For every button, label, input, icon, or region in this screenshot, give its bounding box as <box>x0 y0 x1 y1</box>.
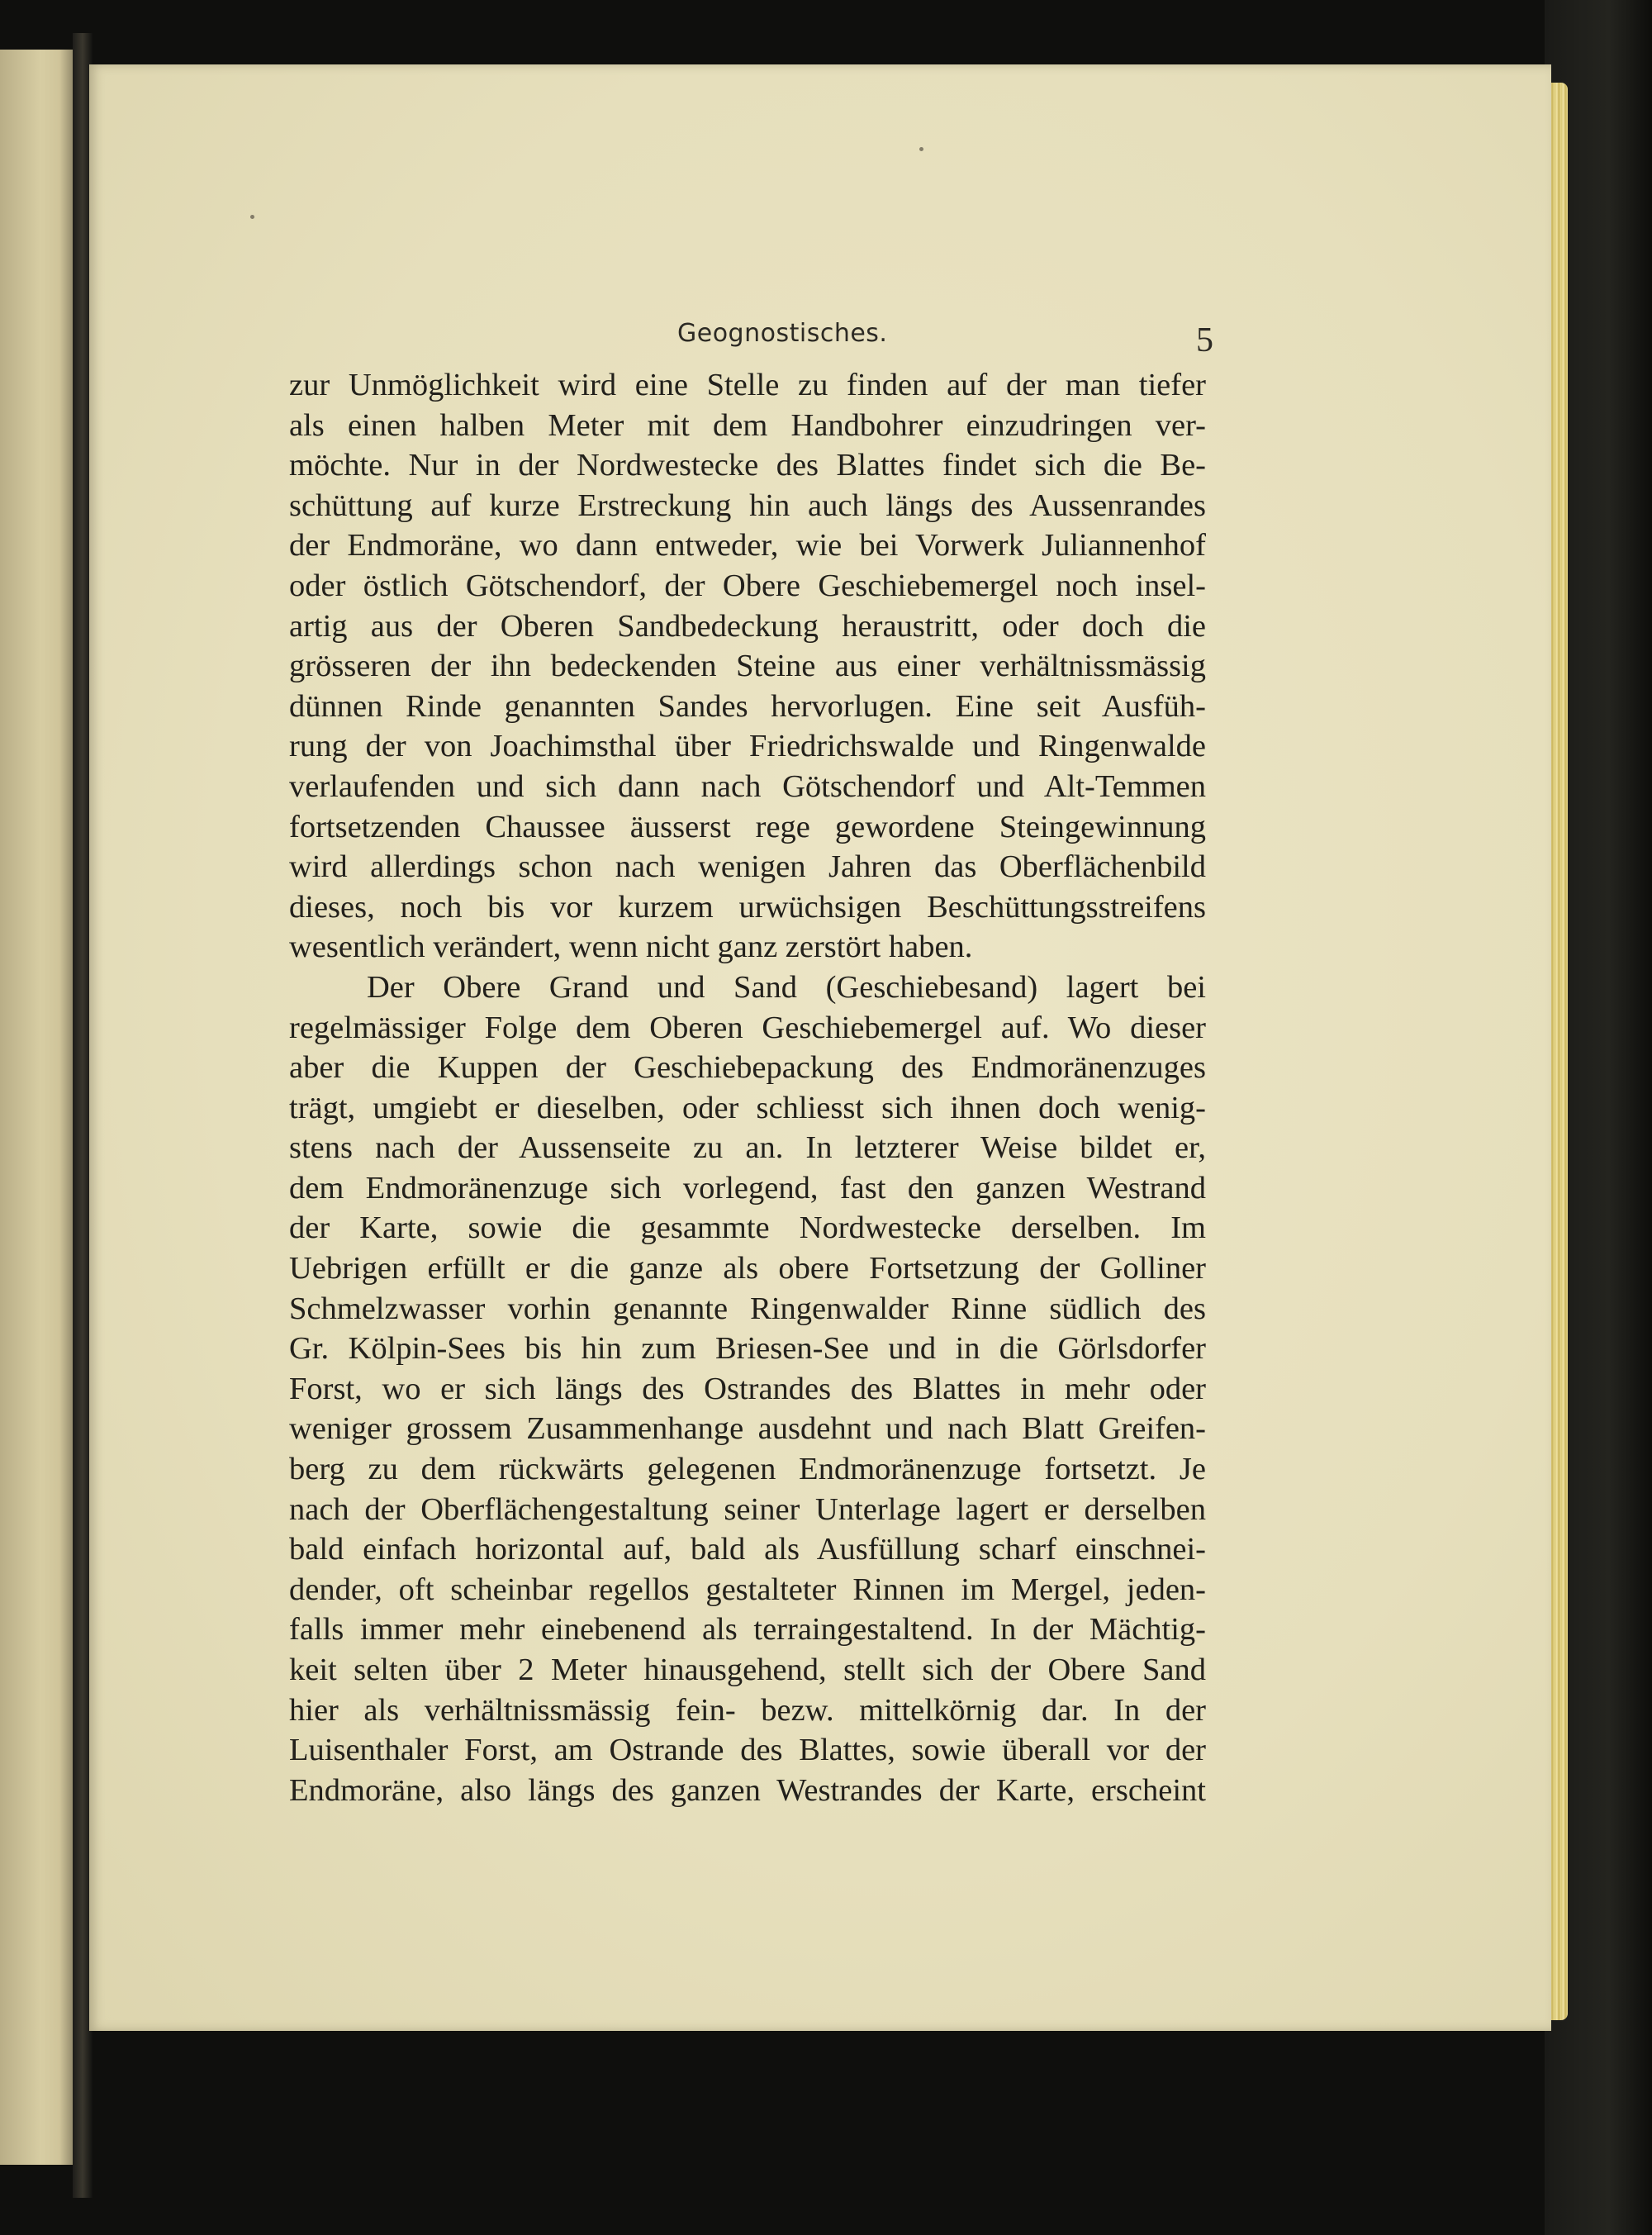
text-line: der Karte, sowie die gesammte Nordwestecke derselben. Im <box>289 1210 1206 1246</box>
text-line: dem Endmoränenzuge sich vorlegend, fast den ganzen Westrand <box>289 1170 1206 1205</box>
text-line: stens nach der Aussenseite zu an. In letzterer Weise bildet er, <box>289 1130 1206 1166</box>
paragraph-last-line: wesentlich verändert, wenn nicht ganz zerstört haben. <box>289 930 973 965</box>
text-line: dender, oft scheinbar regellos gestalteter Rinnen im Mergel, jeden- <box>289 1572 1206 1607</box>
dust-speck <box>250 215 254 219</box>
text-line: möchte. Nur in der Nordwestecke des Blattes findet sich die Be- <box>289 448 1206 483</box>
dust-speck <box>919 147 923 151</box>
text-line: Schmelzwasser vorhin genannte Ringenwalder Rinne südlich des <box>289 1291 1206 1326</box>
text-line: als einen halben Meter mit dem Handbohrer einzudringen ver- <box>289 407 1206 443</box>
running-title: Geognostisches. <box>677 319 888 348</box>
text-line: Luisenthaler Forst, am Ostrande des Blattes, sowie überall vor der <box>289 1733 1206 1768</box>
text-line: bald einfach horizontal auf, bald als Ausfüllung scharf einschnei- <box>289 1532 1206 1567</box>
text-line: regelmässiger Folge dem Oberen Geschiebemergel auf. Wo dieser <box>289 1010 1206 1045</box>
text-line: weniger grossem Zusammenhange ausdehnt und nach Blatt Greifen- <box>289 1411 1206 1447</box>
text-line: verlaufenden und sich dann nach Götschendorf und Alt-Temmen <box>289 768 1206 804</box>
text-line: nach der Oberflächengestaltung seiner Unterlage lagert er derselben <box>289 1491 1206 1527</box>
text-line: fortsetzenden Chaussee äusserst rege gewordene Steingewinnung <box>289 809 1206 844</box>
text-line: zur Unmöglichkeit wird eine Stelle zu finden auf der man tiefer <box>289 368 1206 402</box>
text-line: trägt, umgiebt er dieselben, oder schliesst sich ihnen doch wenig- <box>289 1090 1206 1125</box>
text-line: falls immer mehr einebenend als terraingestaltend. In der Mächtig- <box>289 1612 1206 1648</box>
body-text <box>289 365 1206 1810</box>
text-line: Uebrigen erfüllt er die ganze als obere Fortsetzung der Golliner <box>289 1251 1206 1286</box>
text-line: aber die Kuppen der Geschiebepackung des Endmoränenzuges <box>289 1050 1206 1086</box>
text-line: artig aus der Oberen Sandbedeckung heraustritt, oder doch die <box>289 608 1206 644</box>
text-line: rung der von Joachimsthal über Friedrichswalde und Ringenwalde <box>289 729 1206 764</box>
text-line: keit selten über 2 Meter hinausgehend, stellt sich der Obere Sand <box>289 1652 1206 1687</box>
paragraph-first-line: Der Obere Grand und Sand (Geschiebesand) lagert bei <box>367 969 1206 1005</box>
text-line: berg zu dem rückwärts gelegenen Endmoränenzuge fortsetzt. Je <box>289 1452 1206 1487</box>
text-line: dünnen Rinde genannten Sandes hervorlugen. Eine seit Ausfüh- <box>289 688 1206 724</box>
text-line: Gr. Kölpin-Sees bis hin zum Briesen-See und in die Görlsdorfer <box>289 1331 1206 1367</box>
text-line: Endmoräne, also längs des ganzen Westrandes der Karte, erscheint <box>289 1772 1206 1808</box>
text-line: grösseren der ihn bedeckenden Steine aus einer verhältnissmässig <box>289 649 1206 684</box>
text-line: hier als verhältnissmässig fein- bezw. mittelkörnig dar. In der <box>289 1692 1206 1728</box>
left-page-edge <box>0 50 74 2165</box>
text-line: oder östlich Götschendorf, der Obere Geschiebemergel noch insel- <box>289 568 1206 603</box>
text-line: wird allerdings schon nach wenigen Jahren das Oberflächenbild <box>289 849 1206 885</box>
text-line: Forst, wo er sich längs des Ostrandes des Blattes in mehr oder <box>289 1371 1206 1406</box>
text-line: dieses, noch bis vor kurzem urwüchsigen Beschüttungsstreifens <box>289 889 1206 925</box>
text-line: schüttung auf kurze Erstreckung hin auch längs des Aussenrandes <box>289 487 1206 523</box>
text-line: der Endmoräne, wo dann entweder, wie bei Vorwerk Juliannenhof <box>289 528 1206 564</box>
page-number: 5 <box>1196 321 1213 359</box>
